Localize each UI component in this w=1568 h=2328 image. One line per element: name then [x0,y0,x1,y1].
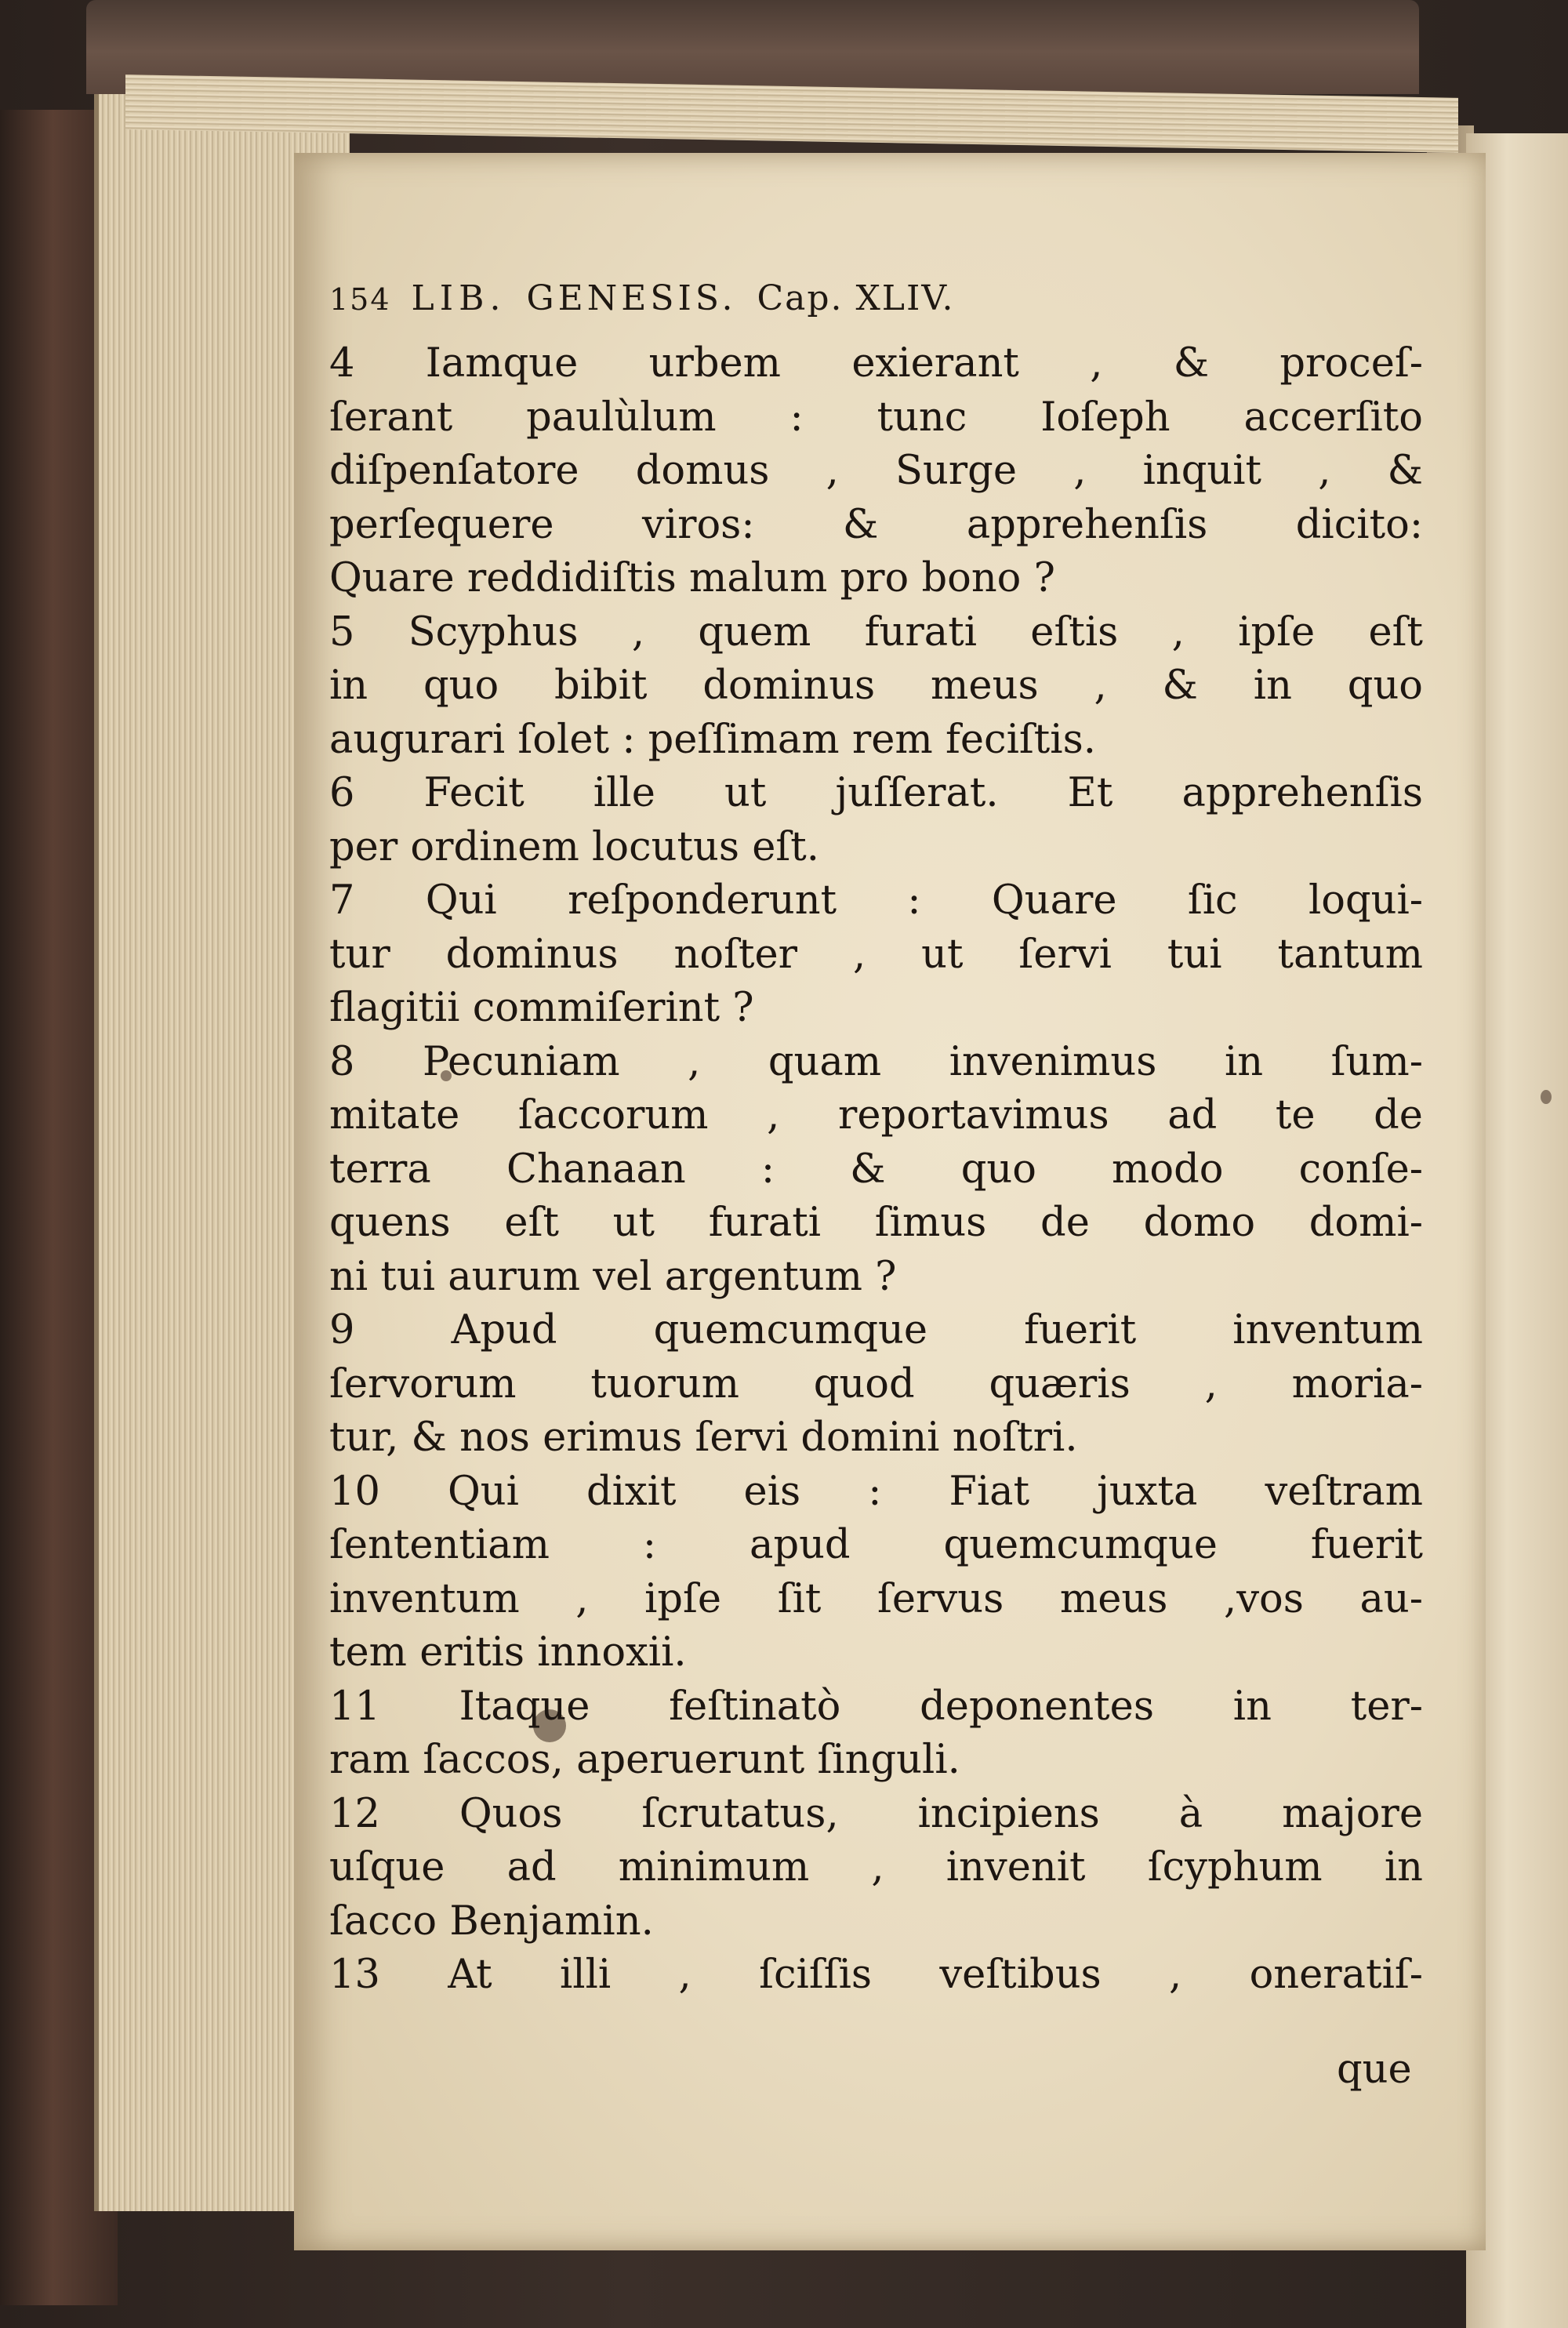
body-text [329,337,1423,2003]
text-line: quens eſt ut furati ſimus de domo domi- [329,1200,1423,1246]
text-line: 10 Qui dixit eis : Fiat juxta veſtram [329,1468,1423,1515]
text-line: terra Chanaan : & quo modo conſe- [329,1146,1423,1193]
text-line: uſque ad minimum , invenit ſcyphum in [329,1844,1423,1890]
text-line: 7 Qui reſponderunt : Quare ſic loqui- [329,877,1423,924]
text-line: 9 Apud quemcumque fuerit inventum [329,1307,1423,1353]
text-line: 5 Scyphus , quem furati eſtis , ipſe eſt [329,608,1423,656]
text-line: inventum , ipſe ſit ſervus meus ,vos au- [329,1575,1423,1622]
text-line: ni tui aurum vel argentum ? [329,1253,897,1300]
text-line: 6 Fecit ille ut juſſerat. Et apprehenſis [329,770,1423,816]
chapter-label: Cap. XLIV. [757,278,955,318]
text-line: flagitii commiſerint ? [329,985,754,1031]
text-line: per ordinem locutus eſt. [329,823,819,870]
text-line: ſerant paulùlum : tunc Ioſeph accerſito [329,394,1423,441]
text-line: tem eritis innoxii. [329,1629,687,1676]
text-line: augurari ſolet : peſſimam rem feciſtis. [329,716,1096,763]
text-line: 11 Itaque feſtinatò deponentes in ter- [329,1683,1423,1730]
text-line: ſententiam : apud quemcumque fuerit [329,1522,1423,1568]
running-header [329,278,1427,325]
text-line: ſervorum tuorum quod quæris , moria- [329,1360,1423,1407]
book-title: GENESIS. [526,278,737,318]
book-label: LIB. [411,278,506,318]
page-number: 154 [329,282,391,317]
text-line: tur, & nos erimus ſervi domini noſtri. [329,1415,1078,1461]
text-line: in quo bibit dominus meus , & in quo [329,663,1423,709]
text-line: ram ſaccos, aperuerunt ſinguli. [329,1737,960,1783]
text-line: 13 At illi , ſciſſis veſtibus , oneratiſ- [329,1952,1423,1998]
text-line: perſequere viros: & apprehenſis dicito: [329,501,1423,548]
ink-spot [1541,1090,1552,1104]
text-line: 8 Pecuniam , quam invenimus in ſum- [329,1038,1423,1085]
text-line: Quare reddidiſtis malum pro bono ? [329,555,1055,601]
text-line: diſpenſatore domus , Surge , inquit , & [329,448,1423,494]
text-line: tur dominus noſter , ut ſervi tui tantum [329,931,1423,978]
text-line: 4 Iamque urbem exierant , & proceſ- [329,340,1423,387]
text-line: ſacco Benjamin. [329,1898,654,1945]
catchword: que [1337,2047,1412,2093]
text-line: mitate ſaccorum , reportavimus ad te de [329,1092,1423,1139]
text-line: 12 Quos ſcrutatus, incipiens à majore [329,1790,1423,1837]
